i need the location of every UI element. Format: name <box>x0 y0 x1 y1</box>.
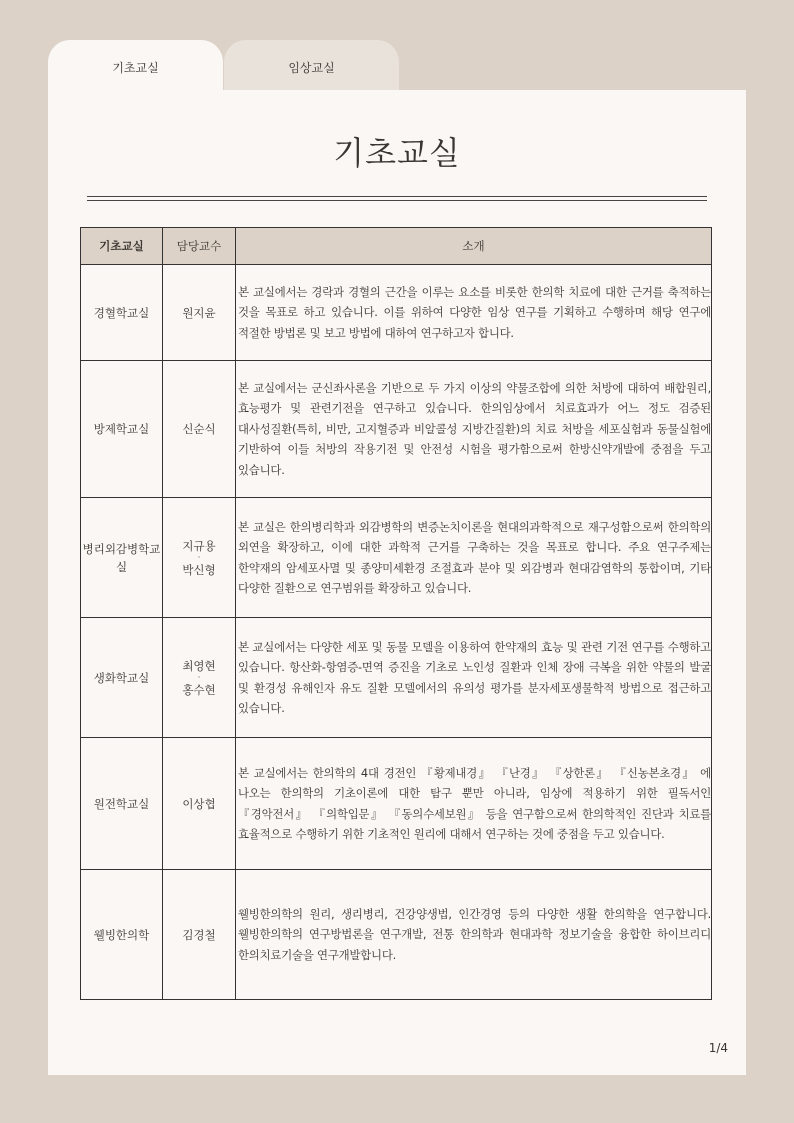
professor-name: 최영현 <box>182 658 216 673</box>
professor-cell <box>163 498 236 618</box>
professor-name: 이상협 <box>182 796 216 811</box>
separator-dot: · <box>197 672 201 682</box>
department-intro: 웰빙한의학의 원리, 생리병리, 건강양생법, 인간경영 등의 다양한 생활 한의학을 연구합니다. 웰빙한의학의 연구방법론을 연구개발, 전통 한의학과 현대과학 정보기술을 융합한 하이브리디 한의치료기술을 연구개발합니다. <box>236 870 712 1000</box>
professor-cell <box>163 361 236 498</box>
professor-name: 홍수현 <box>182 682 216 697</box>
professor-cell <box>163 265 236 361</box>
department-name: 병리외감병학교실 <box>81 498 163 618</box>
table-row <box>81 738 712 870</box>
department-intro: 본 교실은 한의병리학과 외감병학의 변증논치이론을 현대의과학적으로 재구성함으로써 한의학의 외연을 확장하고, 이에 대한 과학적 근거를 구축하는 것을 목표로 합니다. 주요 연구주제는 한약재의 암세포사멸 및 종양미세환경 조절효과 분야 및 외감병과 현대감염학의 통합이며, 기타 다양한 질환으로 연구범위를 확장하고 있습니다. <box>236 498 712 618</box>
department-intro: 본 교실에서는 다양한 세포 및 동물 모델을 이용하여 한약재의 효능 및 관련 기전 연구를 수행하고 있습니다. 항산화-항염증-면역 증진을 기초로 노인성 질환과 인체 장애 극복을 위한 약물의 발굴 및 환경성 유해인자 유도 질환 모델에서의 유의성 평가를 분자세포생물학적 방법으로 접근하고 있습니다. <box>236 618 712 738</box>
department-name: 경혈학교실 <box>81 265 163 361</box>
header-professor: 담당교수 <box>163 228 236 265</box>
tab-basic-label: 기초교실 <box>112 61 159 75</box>
page-title: 기초교실 <box>333 134 461 172</box>
professor-cell <box>163 738 236 870</box>
title-divider-second <box>87 200 707 201</box>
tab-basic[interactable] <box>48 40 223 120</box>
document-page <box>48 90 746 1075</box>
tab-clinical-label: 임상교실 <box>288 61 335 75</box>
department-name: 생화학교실 <box>81 618 163 738</box>
table-row <box>81 618 712 738</box>
header-introduction: 소개 <box>236 228 712 265</box>
department-intro: 본 교실에서는 경락과 경혈의 근간을 이루는 요소를 비롯한 한의학 치료에 대한 근거를 축적하는 것을 목표로 하고 있습니다. 이를 위하여 다양한 임상 연구를 기획하고 수행하며 해당 연구에 적절한 방법론 및 보고 방법에 대하여 연구하고자 합니다. <box>236 265 712 361</box>
professor-cell <box>163 618 236 738</box>
professor-name: 신순식 <box>182 422 216 436</box>
table-header-row <box>81 228 712 265</box>
page-number: 1/4 <box>708 1041 728 1055</box>
professor-cell <box>163 870 236 1000</box>
department-intro: 본 교실에서는 군신좌사론을 기반으로 두 가지 이상의 약물조합에 의한 처방에 대하여 배합원리, 효능평가 및 관련기전을 연구하고 있습니다. 한의임상에서 치료효과가 어느 정도 검증된 대사성질환(특히, 비만, 고지혈증과 비알콜성 지방간질환)의 치료 처방을 세포실험과 동물실험에 기반하여 이들 처방의 작용기전 및 안전성 시험을 평가함으로써 한방신약개발에 중점을 두고 있습니다. <box>236 361 712 498</box>
separator-dot: · <box>197 552 201 562</box>
header-department: 기초교실 <box>81 228 163 265</box>
department-name: 웰빙한의학 <box>81 870 163 1000</box>
table-row <box>81 870 712 1000</box>
professor-name: 원지윤 <box>182 305 216 320</box>
department-intro: 본 교실에서는 한의학의 4대 경전인 『황제내경』 『난경』 『상한론』 『신농본초경』 에 나오는 한의학의 기초이론에 대한 탐구 뿐만 아니라, 임상에 적용하기 위한 필독서인 『경악전서』 『의학입문』 『동의수세보원』 등을 연구함으로써 한의학적인 진단과 치료를 효율적으로 수행하기 위한 기초적인 원리에 대해서 연구하는 것에 중점을 두고 있습니다. <box>236 738 712 870</box>
department-name: 방제학교실 <box>81 361 163 498</box>
title-divider <box>87 196 707 197</box>
professor-name: 지규용 <box>182 538 216 553</box>
department-name: 원전학교실 <box>81 738 163 870</box>
table-row <box>81 265 712 361</box>
professor-name: 박신형 <box>182 562 216 577</box>
table-row <box>81 498 712 618</box>
department-table <box>80 227 712 1000</box>
professor-name: 김경철 <box>182 927 216 942</box>
table-row <box>81 361 712 498</box>
